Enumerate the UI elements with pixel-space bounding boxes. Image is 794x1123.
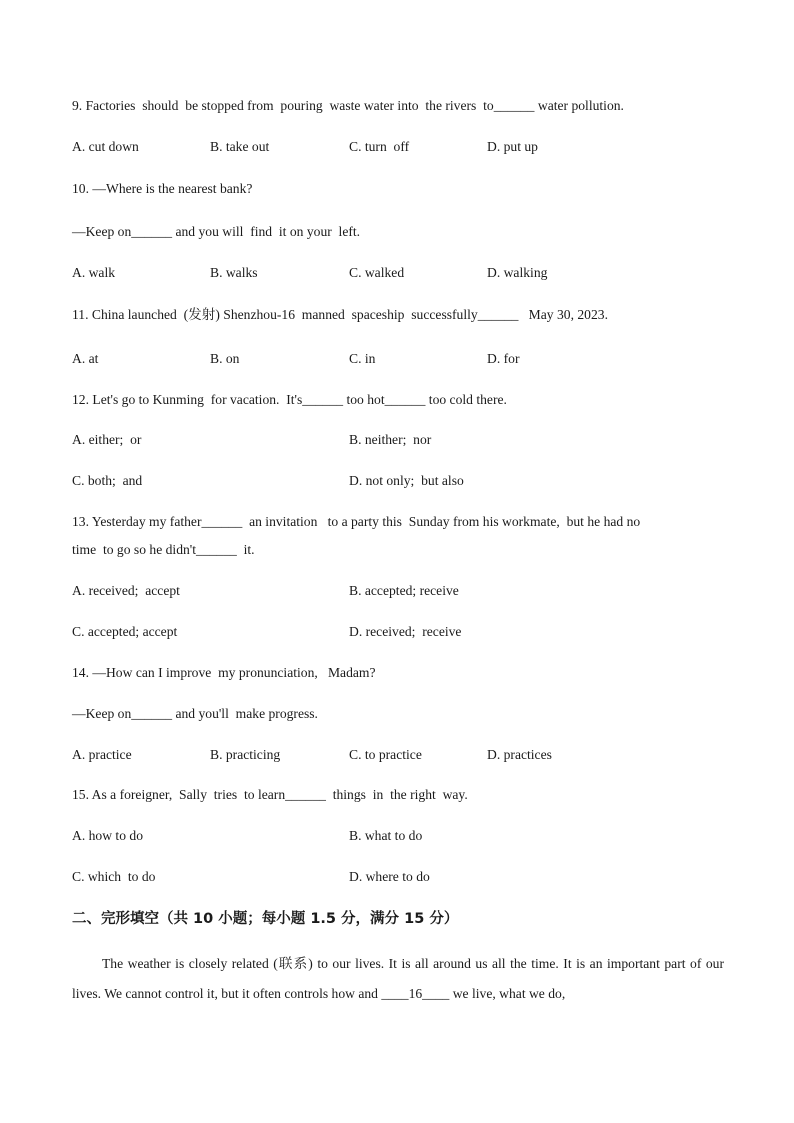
q11-option-c: C. in bbox=[349, 351, 376, 366]
cloze-text-before: The weather is closely related (联系) to our lives. It is all around us all the time. It is an important part of our lives. We cannot control it, but it often controls how and bbox=[72, 956, 724, 1001]
q10-option-b: B. walks bbox=[210, 265, 258, 280]
q12-option-b: B. neither; nor bbox=[349, 432, 432, 447]
q9-option-a: A. cut down bbox=[72, 139, 139, 154]
q13-option-d: D. received; receive bbox=[349, 624, 462, 639]
q12-option-a: A. either; or bbox=[72, 432, 142, 447]
q9-option-c: C. turn off bbox=[349, 139, 410, 154]
q14-option-a: A. practice bbox=[72, 747, 132, 762]
q13-option-c: C. accepted; accept bbox=[72, 624, 178, 639]
q9-option-d: D. put up bbox=[487, 139, 538, 154]
question-12-stem: 12. Let's go to Kunming for vacation. It's______ too hot______ too cold there. bbox=[72, 392, 507, 407]
question-11-stem: 11. China launched (发射) Shenzhou-16 manned spaceship successfully______ May 30, 2023. bbox=[72, 307, 608, 322]
cloze-passage bbox=[72, 949, 724, 1009]
q11-option-b: B. on bbox=[210, 351, 240, 366]
question-10-stem-2: —Keep on______ and you will find it on your left. bbox=[72, 224, 361, 239]
q14-option-b: B. practicing bbox=[210, 747, 281, 762]
q10-option-c: C. walked bbox=[349, 265, 405, 280]
cloze-text-after: we live, what we do, bbox=[449, 986, 566, 1001]
question-13-stem: 13. Yesterday my father______ an invitation to a party this Sunday from his workmate, but he had no bbox=[72, 514, 641, 529]
q9-option-b: B. take out bbox=[210, 139, 270, 154]
q12-option-c: C. both; and bbox=[72, 473, 143, 488]
q14-option-d: D. practices bbox=[487, 747, 552, 762]
question-15-stem: 15. As a foreigner, Sally tries to learn______ things in the right way. bbox=[72, 787, 468, 802]
question-14-stem: 14. —How can I improve my pronunciation, Madam? bbox=[72, 665, 376, 680]
question-9-stem: 9. Factories should be stopped from pouring waste water into the rivers to______ water pollution. bbox=[72, 98, 624, 113]
q13-option-b: B. accepted; receive bbox=[349, 583, 459, 598]
section-2-heading: 二、完形填空（共 10 小题；每小题 1.5 分，满分 15 分） bbox=[72, 911, 459, 927]
q10-option-a: A. walk bbox=[72, 265, 116, 280]
question-13-stem-2: time to go so he didn't______ it. bbox=[72, 542, 255, 557]
q15-option-a: A. how to do bbox=[72, 828, 143, 843]
q12-option-d: D. not only; but also bbox=[349, 473, 464, 488]
question-14-stem-2: —Keep on______ and you'll make progress. bbox=[72, 706, 318, 721]
q14-option-c: C. to practice bbox=[349, 747, 422, 762]
q15-option-c: C. which to do bbox=[72, 869, 156, 884]
question-10-stem: 10. —Where is the nearest bank? bbox=[72, 181, 253, 196]
q11-option-d: D. for bbox=[487, 351, 520, 366]
cloze-blank-16: ____16____ bbox=[381, 986, 450, 1001]
q10-option-d: D. walking bbox=[487, 265, 548, 280]
q15-option-d: D. where to do bbox=[349, 869, 430, 884]
q11-option-a: A. at bbox=[72, 351, 99, 366]
q13-option-a: A. received; accept bbox=[72, 583, 180, 598]
q15-option-b: B. what to do bbox=[349, 828, 423, 843]
